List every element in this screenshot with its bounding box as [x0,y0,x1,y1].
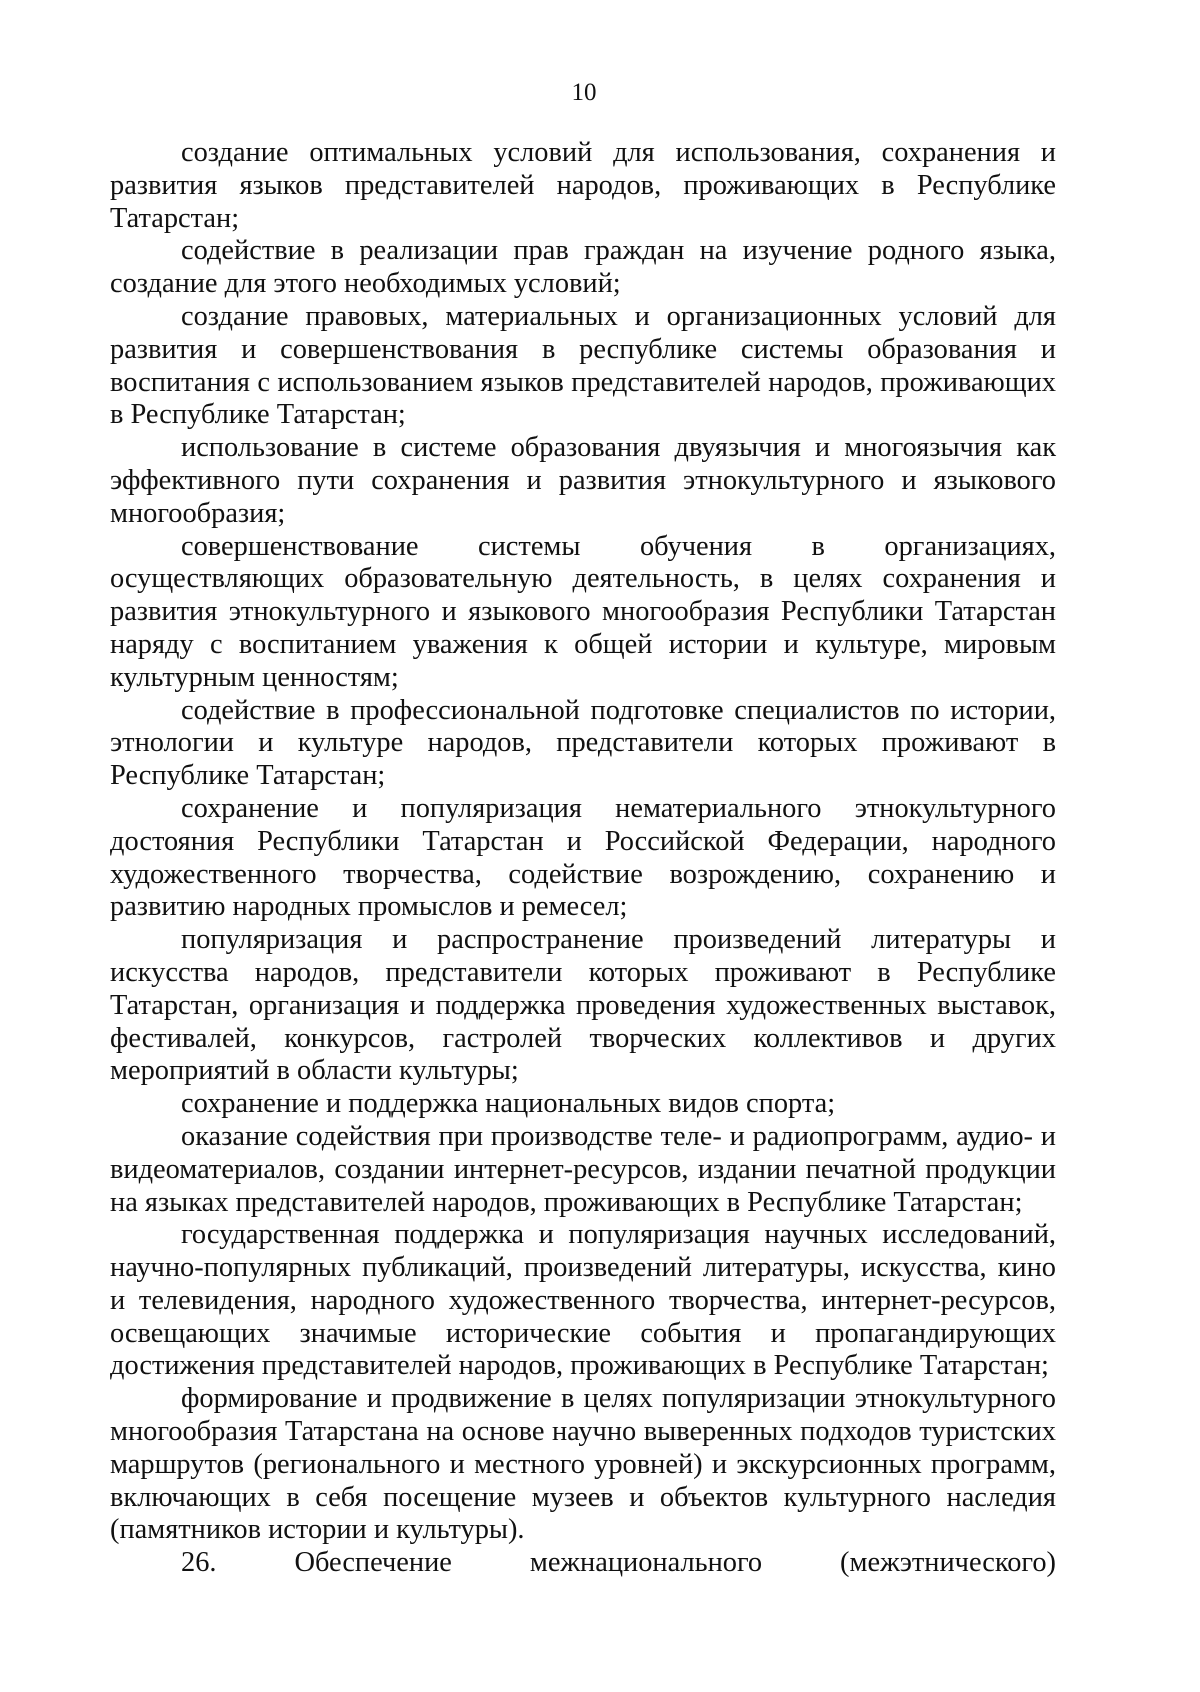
paragraph: сохранение и поддержка национальных видов спорта; [181,1088,836,1120]
paragraph: оказание содействия при производстве теле- и радиопрограмм, аудио- и видеоматериалов, создании интернет-ресурсов, издании печатной продукции на языках представителей народов, проживающих в Республике Татарстан; [110,1120,1056,1218]
paragraph: создание оптимальных условий для использования, сохранения и развития языков представителей народов, проживающих в Республике Татарстан; [110,137,1056,234]
paragraph: содействие в реализации прав граждан на изучение родного языка, создание для этого необходимых условий; [110,235,1056,300]
page-number: 10 [571,79,597,106]
paragraph: формирование и продвижение в целях популяризации этнокультурного многообразия Татарстана на основе научно выверенных подходов туристских маршрутов (регионального и местного уровней) и экскурсионных программ, включающих в себя посещение музеев и объектов культурного наследия (памятников истории и культуры). [110,1383,1056,1546]
paragraph: государственная поддержка и популяризация научных исследований, научно-популярных публикаций, произведений литературы, искусства, кино и телевидения, народного художественного творчества, интернет-ресурсов, освещающих значимые исторические события и пропагандирующих достижения представителей народов, проживающих в Республике Татарстан; [110,1219,1056,1382]
paragraph: популяризация и распространение произведений литературы и искусства народов, представители которых проживают в Республике Татарстан, организация и поддержка проведения художественных выставок, фестивалей, конкурсов, гастролей творческих коллективов и других мероприятий в области культуры; [110,924,1056,1087]
paragraph: сохранение и популяризация нематериального этнокультурного достояния Республики Татарстан и Российской Федерации, народного художественного творчества, содействие возрождению, сохранению и развитию народных промыслов и ремесел; [110,792,1056,923]
paragraph: создание правовых, материальных и организационных условий для развития и совершенствования в республике системы образования и воспитания с использованием языков представителей народов, проживающих в Республике Татарстан; [110,300,1056,431]
section-heading-line: 26. Обеспечение межнационального (межэтнического) [181,1547,1056,1579]
paragraph: содействие в профессиональной подготовке специалистов по истории, этнологии и культуре народов, представители которых проживают в Республике Татарстан; [110,694,1056,792]
paragraph: использование в системе образования двуязычия и многоязычия как эффективного пути сохранения и развития этнокультурного и языкового многообразия; [110,432,1056,529]
paragraph: совершенствование системы обучения в организациях, осуществляющих образовательную деятельность, в целях сохранения и развития этнокультурного и языкового многообразия Республики Татарстан наряду с воспитанием уважения к общей истории и культуре, мировым культурным ценностям; [110,530,1056,693]
document-body [110,137,1056,1580]
